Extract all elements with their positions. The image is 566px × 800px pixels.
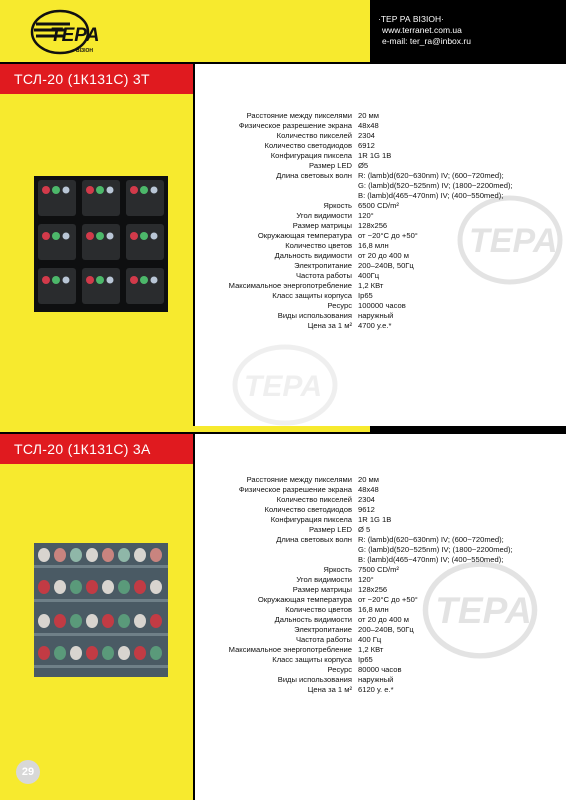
spec-row [200,575,566,585]
spec-value: Ø5 [358,161,369,170]
spec-label: Количество пикселей [276,495,352,504]
spec-row [200,151,566,161]
spec-value: R: (lamb)d(620~630nm) IV; (600~720med); [358,171,504,180]
spec-row [200,625,566,635]
spec-value: 80000 часов [358,665,402,674]
spec-value: Ø 5 [358,525,371,534]
spec-row [200,475,566,485]
spec-value: 6500 CD/m² [358,201,399,210]
spec-row [200,161,566,171]
section-2-spec-table [200,475,566,695]
svg-text:ТЕРА: ТЕРА [435,589,532,632]
spec-label: Окружающая температура [257,595,352,604]
spec-value: 400 Гц [358,635,382,644]
svg-text:ВІЗІОН: ВІЗІОН [76,48,94,54]
spec-label: Частота работы [295,635,352,644]
spec-row [200,685,566,695]
spec-label: Размер LED [309,525,352,534]
spec-row [200,221,566,231]
spec-value: от −20°C до +50° [358,595,418,604]
spec-row [200,271,566,281]
spec-label: Количество цветов [285,241,352,250]
spec-label [200,191,358,201]
spec-label: Количество светодиодов [264,141,352,150]
spec-label: Длина световых волн [276,535,352,544]
spec-value: 200–240В, 50Гц [358,261,414,270]
spec-row [200,311,566,321]
spec-value: G: (lamb)d(520~525nm) IV; (1800~2200med); [358,545,513,554]
spec-value: 20 мм [358,475,379,484]
section-2-divider [193,434,195,800]
spec-value: 4700 у.е.* [358,321,392,330]
spec-label: Яркость [323,201,352,210]
spec-row [200,615,566,625]
spec-row [200,301,566,311]
spec-label: Ресурс [327,665,352,674]
spec-row [200,555,566,565]
spec-label: Электропитание [294,261,352,270]
spec-row [200,675,566,685]
spec-label: Размер LED [309,161,352,170]
spec-row [200,595,566,605]
spec-label: Виды использования [277,675,352,684]
spec-row [200,605,566,615]
spec-value: 20 мм [358,111,379,120]
section-1-title-bar [0,64,193,94]
spec-value: 2304 [358,495,375,504]
watermark-logo-icon [230,340,340,430]
svg-text:ТЕРА: ТЕРА [469,222,558,260]
spec-value: 48x48 [358,121,379,130]
spec-value: 1,2 КВт [358,645,384,654]
spec-row [200,485,566,495]
spec-label: Частота работы [295,271,352,280]
led-lamps-photo-icon [34,543,168,677]
spec-row [200,191,566,201]
spec-row [200,141,566,151]
section-2-title-bar [0,434,193,464]
spec-label: Окружающая температура [257,231,352,240]
spec-row [200,495,566,505]
spec-row [200,111,566,121]
spec-row [200,241,566,251]
spec-label: Максимальное энергопотребление [228,645,352,654]
spec-value: 1R 1G 1B [358,515,392,524]
spec-value: Ip65 [358,291,373,300]
spec-row [200,231,566,241]
spec-label: Конфигурация пиксела [270,151,352,160]
spec-label: Дальность видимости [274,251,352,260]
spec-row [200,545,566,555]
spec-label [200,181,358,191]
section-1-spec-table [200,111,566,331]
led-module-photo-icon [34,176,168,312]
spec-label: Размер матрицы [292,585,352,594]
spec-value: от −20°C до +50° [358,231,418,240]
spec-value: 1,2 КВт [358,281,384,290]
spec-label: Ресурс [327,301,352,310]
spec-value: 48x48 [358,485,379,494]
spec-label: Физическое разрешение экрана [238,485,352,494]
spec-label: Цена за 1 м² [307,321,352,330]
spec-row [200,211,566,221]
section-1-divider [193,64,195,426]
spec-value: 1R 1G 1B [358,151,392,160]
spec-label: Угол видимости [296,211,352,220]
website-link[interactable]: www.terranet.com.ua [382,25,462,35]
spec-row [200,655,566,665]
spec-value: 100000 часов [358,301,406,310]
section-2-title: ТСЛ-20 (1К131С) 3А [14,441,151,457]
spec-row [200,635,566,645]
spec-label: Виды использования [277,311,352,320]
spec-row [200,291,566,301]
spec-label: Физическое разрешение экрана [238,121,352,130]
spec-row [200,261,566,271]
spec-label: Конфигурация пиксела [270,515,352,524]
spec-value: наружный [358,311,394,320]
spec-value: от 20 до 400 м [358,251,409,260]
spec-row [200,201,566,211]
svg-text:ТЕРА: ТЕРА [50,25,100,46]
spec-value: 400Гц [358,271,380,280]
spec-label: Класс защиты корпуса [272,655,352,664]
spec-row [200,645,566,655]
logo-icon [30,8,110,56]
spec-label: Количество светодиодов [264,505,352,514]
spec-label: Дальность видимости [274,615,352,624]
spec-value: 6120 у. е.* [358,685,394,694]
spec-row [200,665,566,675]
spec-row [200,525,566,535]
section-2-product-photo [34,543,168,677]
section-1-title: ТСЛ-20 (1К131С) 3Т [14,71,150,87]
spec-label: Количество цветов [285,605,352,614]
spec-row [200,565,566,575]
spec-value: 128x256 [358,585,388,594]
spec-value: Ip65 [358,655,373,664]
spec-value: B: (lamb)d(465~470nm) IV; (400~550med); [358,191,504,200]
company-logo [30,8,110,56]
spec-row [200,171,566,181]
spec-row [200,121,566,131]
company-name: ·ТЕР РА ВІЗІОН· [378,14,444,24]
spec-row [200,251,566,261]
spec-value: 6912 [358,141,375,150]
spec-label: Класс защиты корпуса [272,291,352,300]
spec-value: 120° [358,211,374,220]
section-1-product-photo [34,176,168,312]
spec-value: 16,8 млн [358,605,389,614]
spec-row [200,535,566,545]
spec-label: Длина световых волн [276,171,352,180]
spec-row [200,181,566,191]
spec-value: G: (lamb)d(520~525nm) IV; (1800~2200med); [358,181,513,190]
spec-label: Максимальное энергопотребление [228,281,352,290]
contact-block [378,14,471,47]
spec-value: 120° [358,575,374,584]
spec-row [200,131,566,141]
spec-label: Количество пикселей [276,131,352,140]
spec-row [200,585,566,595]
spec-label: Расстояние между пикселями [246,475,352,484]
spec-value: 128x256 [358,221,388,230]
spec-label: Размер матрицы [292,221,352,230]
spec-value: B: (lamb)d(465~470nm) IV; (400~550med); [358,555,504,564]
spec-value: 200–240В, 50Гц [358,625,414,634]
spec-value: наружный [358,675,394,684]
spec-value: R: (lamb)d(620~630nm) IV; (600~720med); [358,535,504,544]
svg-text:ТЕРА: ТЕРА [244,370,323,403]
email-link[interactable]: e-mail: ter_ra@inbox.ru [382,36,471,46]
spec-row [200,515,566,525]
spec-row [200,281,566,291]
spec-label: Цена за 1 м² [307,685,352,694]
spec-label [200,545,358,555]
spec-label: Электропитание [294,625,352,634]
spec-value: 9612 [358,505,375,514]
spec-label: Расстояние между пикселями [246,111,352,120]
spec-label: Угол видимости [296,575,352,584]
spec-value: 7500 CD/m² [358,565,399,574]
spec-value: 16,8 млн [358,241,389,250]
spec-row [200,321,566,331]
spec-label [200,555,358,565]
spec-label: Яркость [323,565,352,574]
spec-value: от 20 до 400 м [358,615,409,624]
page-number: 29 [16,760,40,784]
spec-value: 2304 [358,131,375,140]
spec-row [200,505,566,515]
